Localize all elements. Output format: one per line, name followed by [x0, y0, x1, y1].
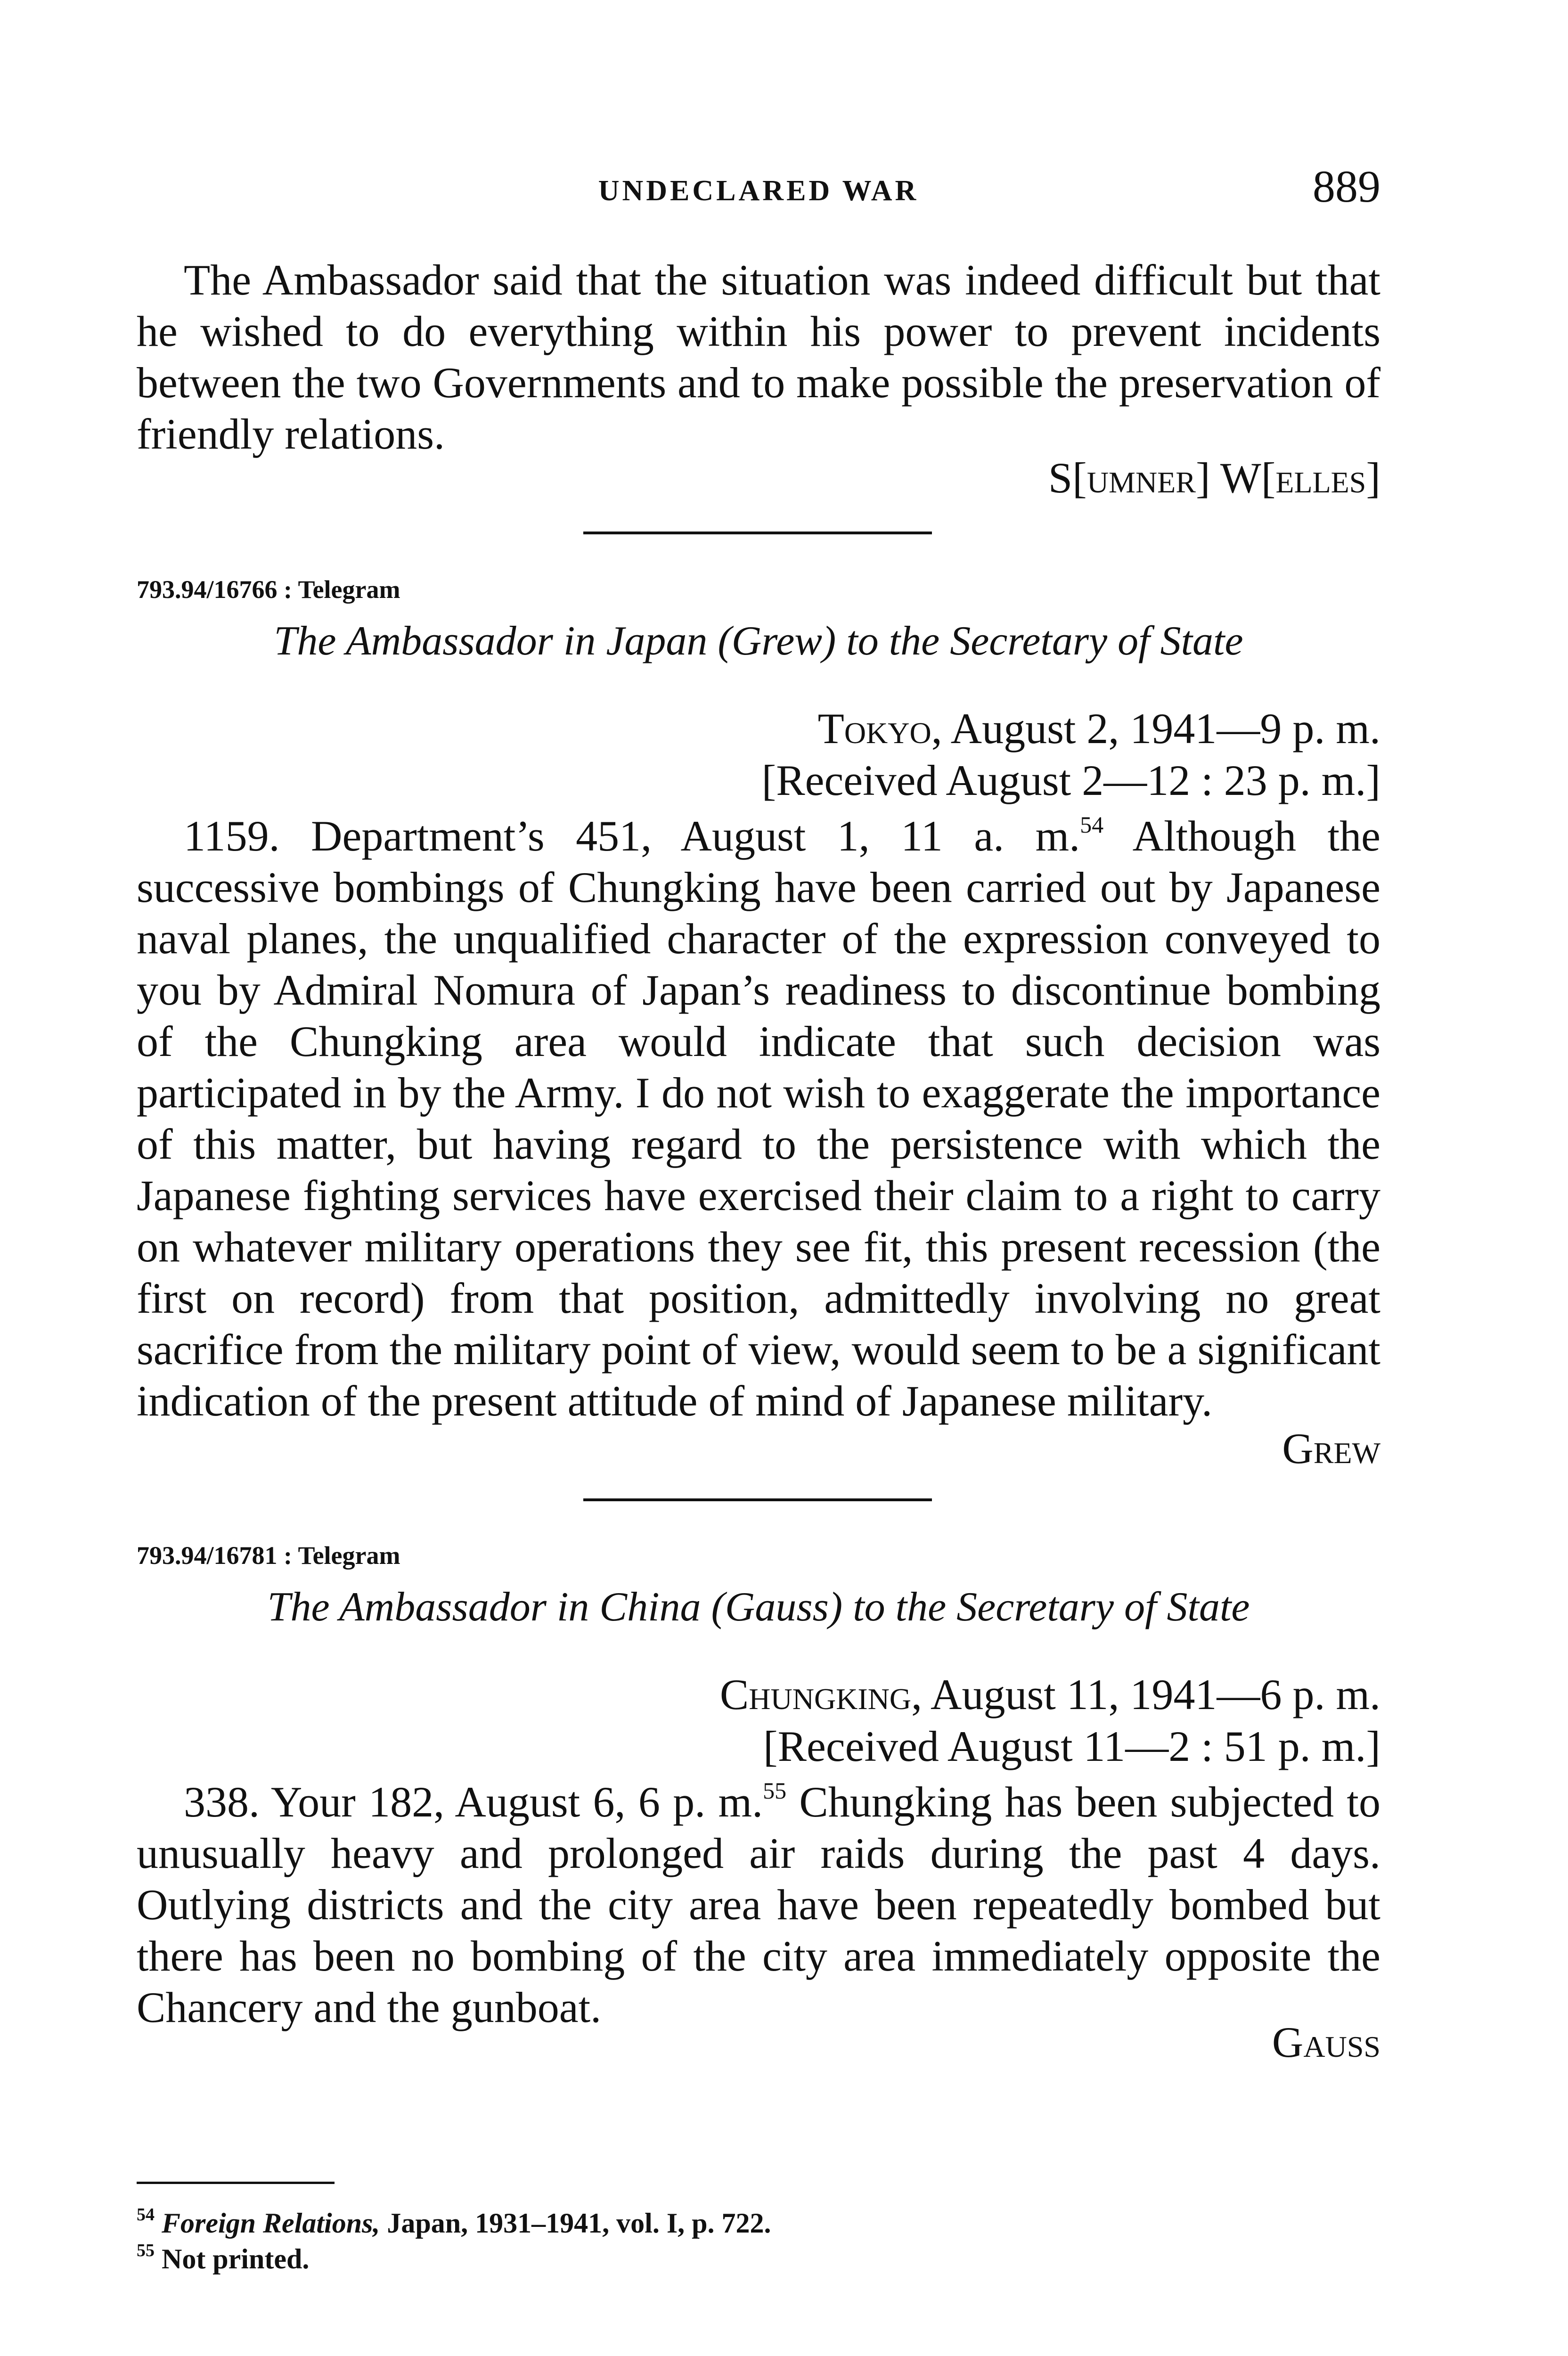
dateline: CHUNGKING, August 11, 1941—6 p. m.	[719, 1670, 1380, 1718]
document-grew	[137, 565, 1380, 1472]
footnote-ref-54: 54	[1080, 811, 1104, 838]
document-title: The Ambassador in Japan (Grew) to the Secretary of State	[274, 618, 1243, 664]
received-line: [Received August 2—12 : 23 p. m.]	[761, 756, 1380, 804]
telegram-body: 1159. Department’s 451, August 1, 11 a. m.$^{54}$ Although the successive bombings of Chungking have been carried out by Japanese naval planes, the unqualified character of the expression conveyed to you by Admiral Nomura of Japan’s readiness to discontinue bombing of the Chungking area would indicate that such decision was participated in by the Army. I do not wish to exaggerate the importance of this matter, but having regard to the persistence with which the Japanese fighting services have exercised their claim to a right to carry on whatever military operations they see fit, this present recession (the first on record) from that position, admittedly involving no great sacrifice from the military point of view, would seem to be a significant indication of the present attitude of mind of Japanese military.	[137, 811, 1380, 1425]
signature-grew: GREW	[1282, 1424, 1380, 1472]
opening-paragraph-block	[137, 254, 1380, 460]
footnote-54: $^{54}$ Foreign Relations, Japan, 1931–1941, vol. I, p. 722.	[137, 2205, 771, 2239]
file-reference: 793.94/16781 : Telegram	[137, 1541, 400, 1570]
running-head	[137, 160, 1380, 217]
footnotes	[137, 2205, 1380, 2299]
footnote-rule	[137, 2182, 335, 2184]
received-line: [Received August 11—2 : 51 p. m.]	[763, 1722, 1380, 1770]
file-reference: 793.94/16766 : Telegram	[137, 575, 400, 604]
page-number: 889	[1313, 161, 1380, 212]
signature-gauss: GAUSS	[1272, 2018, 1380, 2066]
telegram-body: 338. Your 182, August 6, 6 p. m.$^{55}$ Chungking has been subjected to unusually heavy and prolonged air raids during the past 4 days. Outlying districts and the city area have been repeatedly bombed but there has been no bombing of the city area immediately opposite the Chancery and the gunboat.	[137, 1777, 1380, 2031]
running-title: UNDECLARED WAR	[598, 175, 919, 207]
footnote-ref-55: 55	[763, 1777, 787, 1804]
document-gauss	[137, 1531, 1380, 2066]
signature-welles-block	[137, 452, 1380, 509]
opening-paragraph: The Ambassador said that the situation was indeed difficult but that he wished to do everything within his power to prevent incidents between the two Governments and to make possible the preservation of friendly relations.	[137, 256, 1380, 458]
section-divider-1	[583, 532, 932, 534]
footnote-55: $^{55}$ Not printed.	[137, 2241, 310, 2274]
section-divider-2	[583, 1498, 932, 1501]
document-title: The Ambassador in China (Gauss) to the Secretary of State	[267, 1584, 1250, 1630]
signature-welles: S[UMNER] W[ELLES]	[1048, 454, 1380, 502]
dateline: TOKYO, August 2, 1941—9 p. m.	[817, 704, 1380, 753]
